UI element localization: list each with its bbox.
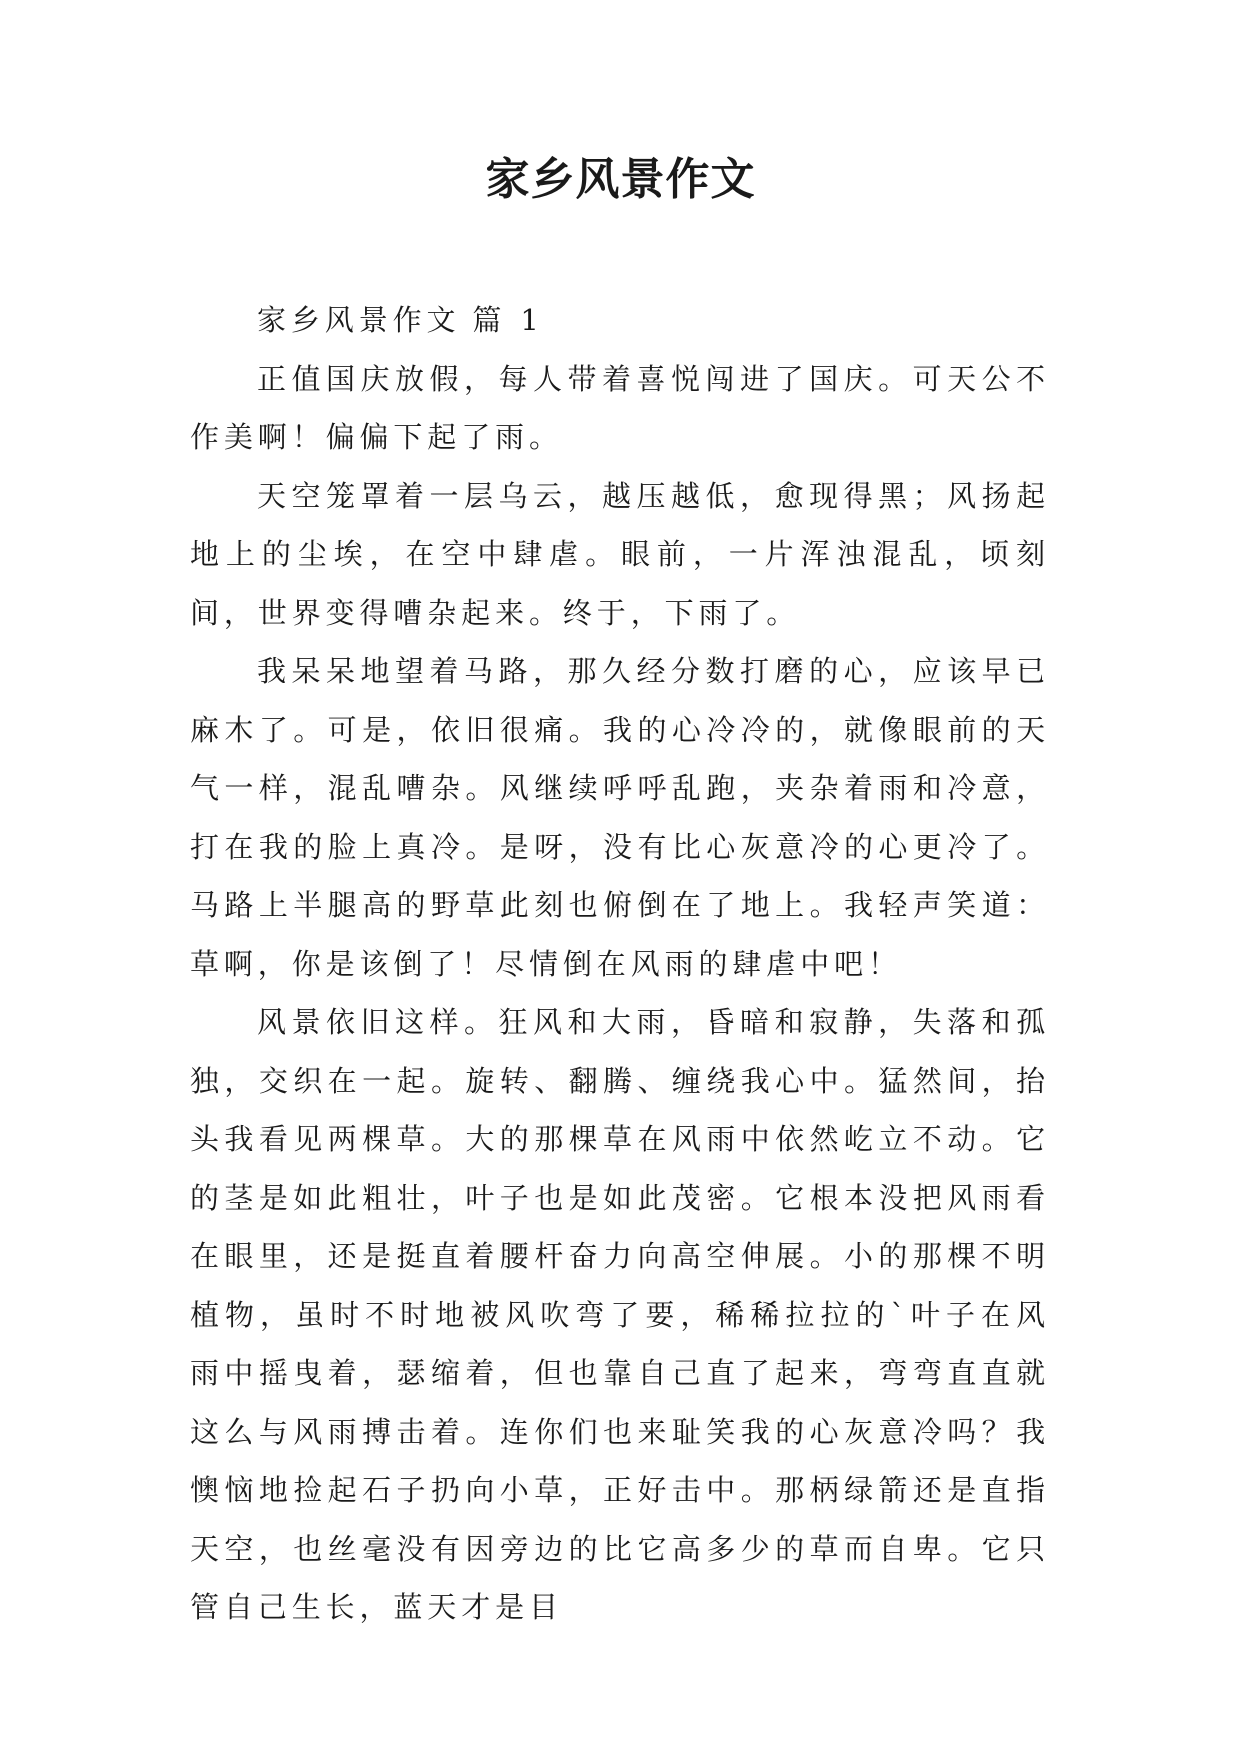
section-heading-number: 篇 1: [472, 303, 544, 337]
document-body: [190, 291, 1050, 1637]
paragraph-4: 风景依旧这样。狂风和大雨，昏暗和寂静，失落和孤独，交织在一起。旋转、翻腾、缠绕我心中。猛然间，抬头我看见两棵草。大的那棵草在风雨中依然屹立不动。它的茎是如此粗壮，叶子也是如此茂密。它根本没把风雨看在眼里，还是挺直着腰杆奋力向高空伸展。小的那棵不明植物，虽时不时地被风吹弯了要，稀稀拉拉的`叶子在风雨中摇曳着，瑟缩着，但也靠自己直了起来，弯弯直直就这么与风雨搏击着。连你们也来耻笑我的心灰意冷吗？我懊恼地捡起石子扔向小草，正好击中。那柄绿箭还是直指天空，也丝毫没有因旁边的比它高多少的草而自卑。它只管自己生长，蓝天才是目: [190, 1005, 1050, 1624]
section-heading-label: 家乡风景作文: [257, 303, 461, 337]
document-title: 家乡风景作文: [485, 154, 756, 205]
paragraph-1: 正值国庆放假，每人带着喜悦闯进了国庆。可天公不作美啊！偏偏下起了雨。: [190, 361, 1050, 454]
paragraph-3: 我呆呆地望着马路，那久经分数打磨的心，应该早已麻木了。可是，依旧很痛。我的心冷冷的，就像眼前的天气一样，混乱嘈杂。风继续呼呼乱跑，夹杂着雨和冷意，打在我的脸上真冷。是呀，没有比心灰意冷的心更冷了。马路上半腿高的野草此刻也俯倒在了地上。我轻声笑道：草啊，你是该倒了！尽情倒在风雨的肆虐中吧！: [190, 654, 1050, 981]
section-heading: [190, 291, 1050, 350]
paragraph-2: 天空笼罩着一层乌云，越压越低，愈现得黑；风扬起地上的尘埃，在空中肆虐。眼前，一片浑浊混乱，顷刻间，世界变得嘈杂起来。终于，下雨了。: [190, 478, 1050, 630]
